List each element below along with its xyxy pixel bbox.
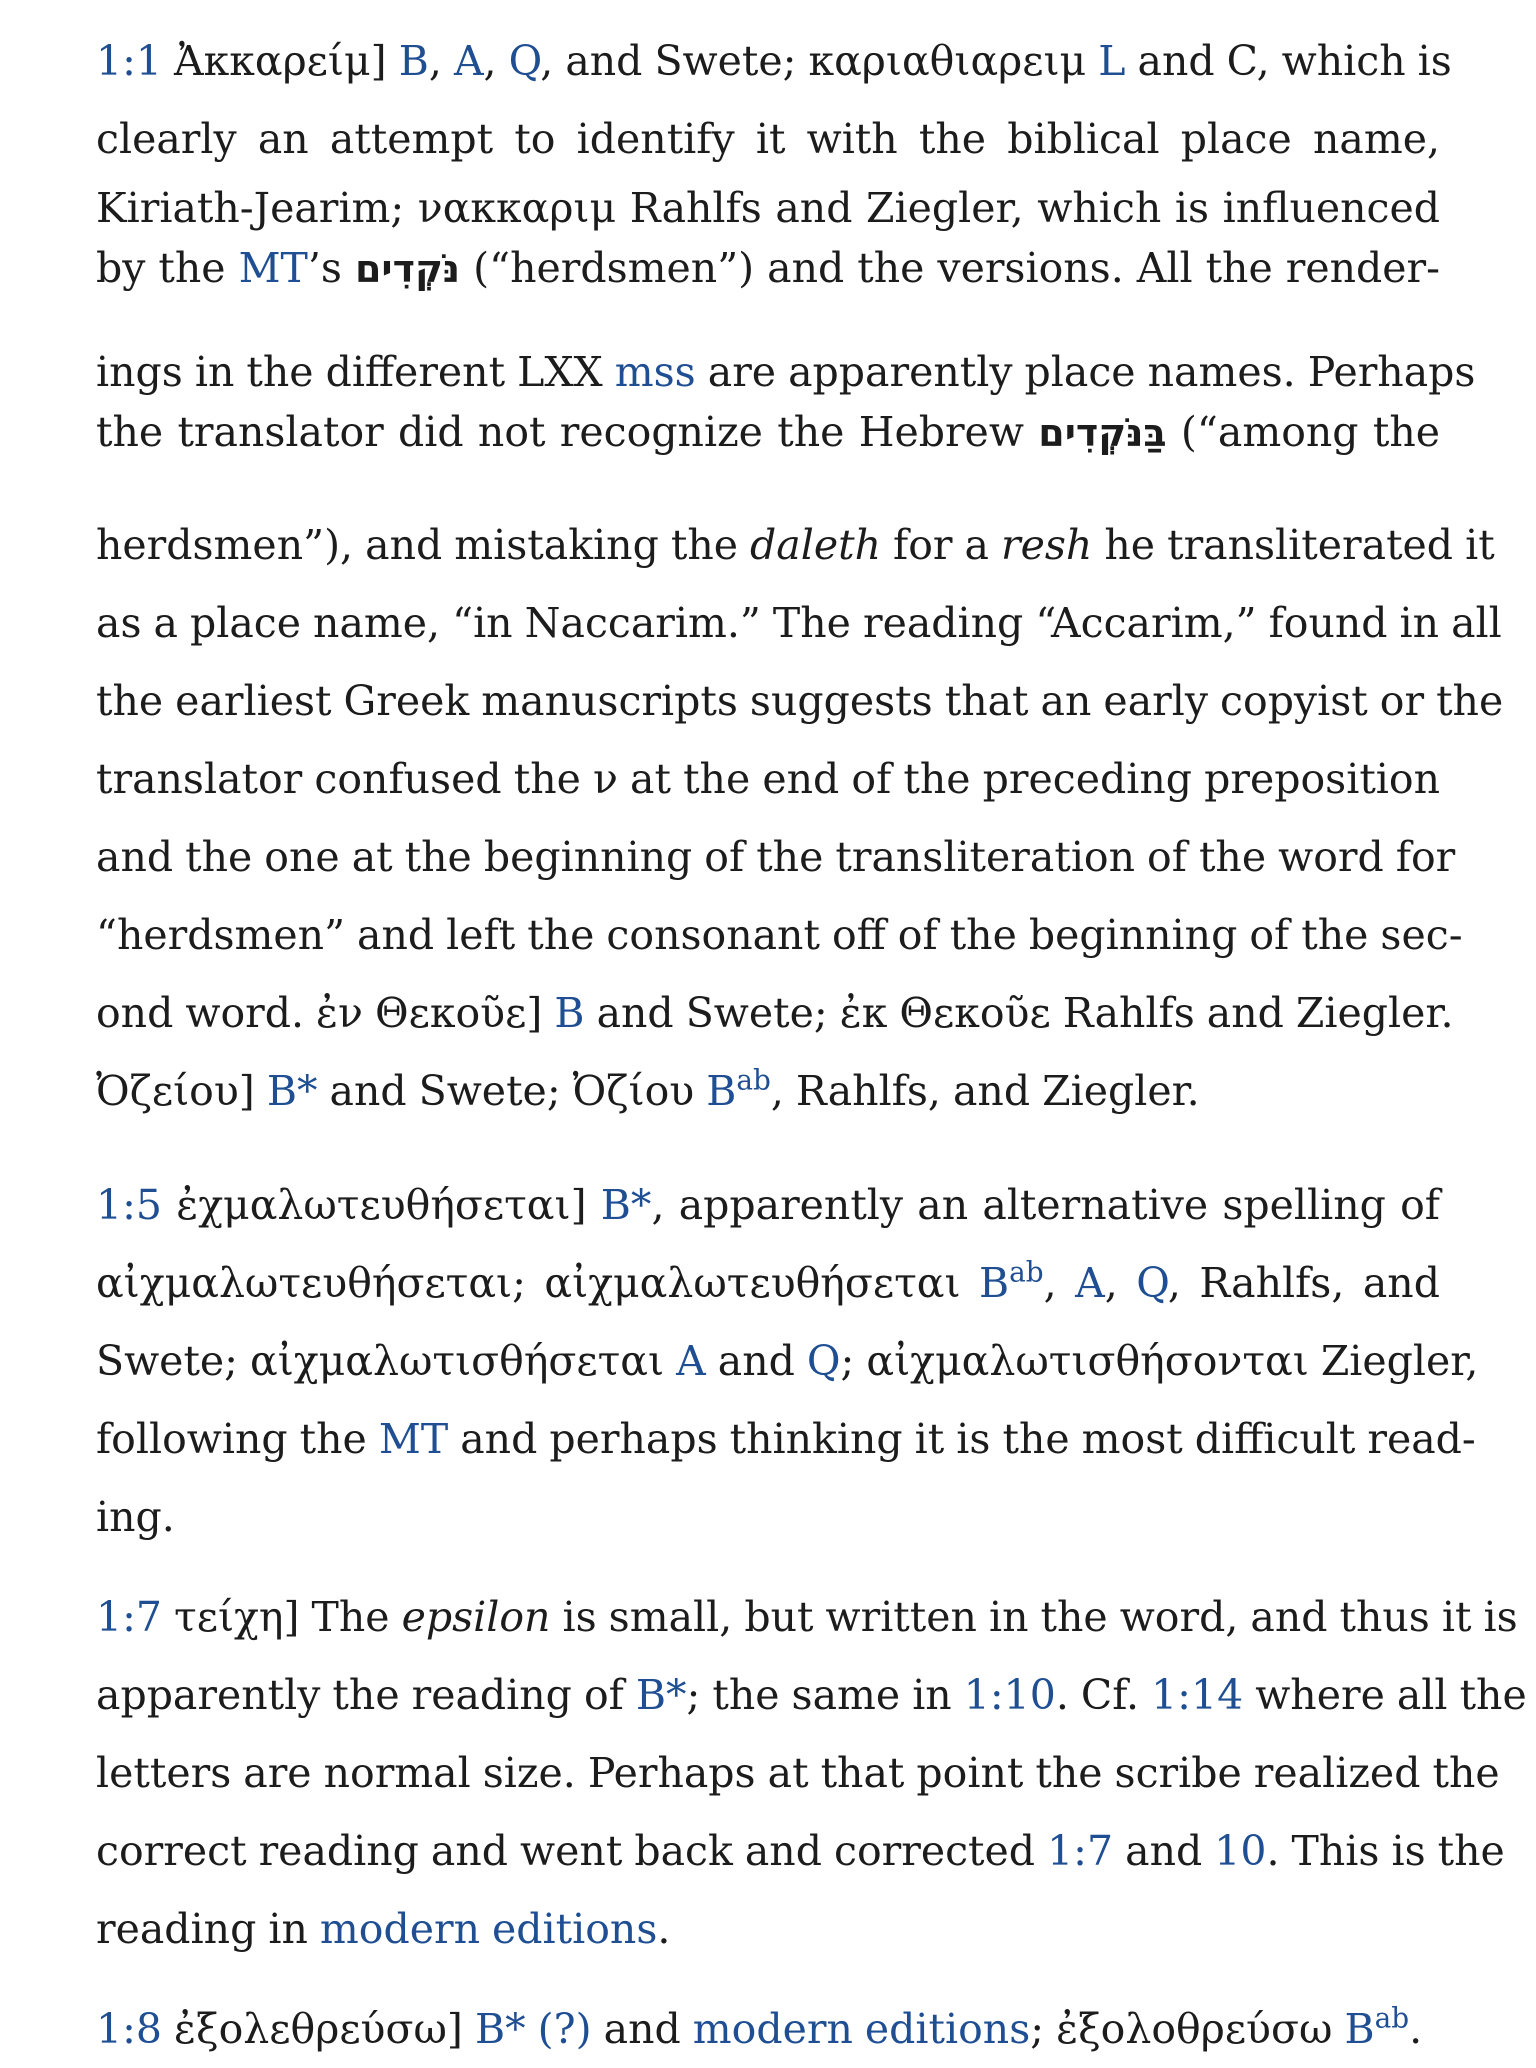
text-line: by the MT’s נֹּקְדִים (“herdsmen”) and the versions. All the render- <box>96 244 1440 292</box>
mss-link[interactable]: mss <box>614 348 696 396</box>
verse-link-1-10[interactable]: 1:10 <box>963 1671 1056 1719</box>
text-line: Ὀζείου] B* and Swete; Ὀζίου $B^{ab}$, Rahlfs, and Ziegler. <box>96 1063 1200 1115</box>
text-line: and the one at the beginning of the transliteration of the word for <box>96 833 1456 881</box>
text-line: the earliest Greek manuscripts suggests that an early copyist or the <box>96 677 1504 725</box>
lemma: ἐχμαλωτευθήσεται <box>176 1181 571 1229</box>
text-line: 1:5 ἐχμαλωτευθήσεται] B*, apparently an alternative spelling of <box>96 1181 1440 1229</box>
siglum-link-a[interactable]: A <box>453 37 484 85</box>
verse-ref-link[interactable]: 1:7 <box>96 1593 162 1641</box>
modern-editions-link[interactable]: modern editions <box>692 2005 1031 2053</box>
verse-ref-link[interactable]: 1:1 <box>96 37 162 85</box>
siglum-link-b-ab[interactable]: $B^{ab}$ <box>1344 2001 1410 2053</box>
text-line: translator confused the ν at the end of the preceding preposition <box>96 755 1440 803</box>
hebrew-word: בַּנֹּקְדִים <box>1038 411 1167 455</box>
text-line: 1:1 Ἀκκαρείμ] B, A, Q, and Swete; καριαθιαρειμ L and C, which is <box>96 37 1452 85</box>
hebrew-word: נֹּקְדִים <box>354 247 461 291</box>
lemma: τείχη <box>174 1593 284 1641</box>
siglum-link-q[interactable]: Q <box>1136 1259 1168 1307</box>
note-1-1 <box>96 22 1504 1130</box>
verse-ref-link[interactable]: 1:8 <box>96 2005 162 2053</box>
text-line: ings in the different LXX mss are apparently place names. Perhaps <box>96 348 1476 396</box>
verse-link-1-14[interactable]: 1:14 <box>1151 1671 1244 1719</box>
text-line: Swete; αἰχμαλωτισθήσεται A and Q; αἰχμαλωτισθήσονται Ziegler, <box>96 1337 1479 1385</box>
text-line: “herdsmen” and left the consonant off of the beginning of the sec- <box>96 911 1463 959</box>
modern-editions-link[interactable]: modern editions <box>319 1905 658 1953</box>
verse-link-1-7[interactable]: 1:7 <box>1047 1827 1114 1875</box>
siglum-link-a[interactable]: A <box>676 1337 706 1385</box>
siglum-link-a[interactable]: A <box>1075 1259 1105 1307</box>
mt-link[interactable]: MT <box>238 244 308 292</box>
note-1-8 <box>96 1990 1440 2068</box>
siglum-link-b[interactable]: B <box>398 37 429 85</box>
siglum-link-b-ab[interactable]: $B^{ab}$ <box>706 1063 771 1115</box>
text-line: clearly an attempt to identify it with the biblical place name, <box>96 115 1440 163</box>
text-line: ond word. ἐν Θεκοῦε] B and Swete; ἐκ Θεκοῦε Rahlfs and Ziegler. <box>96 989 1454 1037</box>
lemma: ἐξολεθρεύσω <box>174 2005 447 2053</box>
siglum-link-q[interactable]: Q <box>806 1337 841 1385</box>
text-line: the translator did not recognize the Hebrew בַּנֹּקְדִים (“among the <box>96 408 1440 456</box>
text-line: 1:8 ἐξολεθρεύσω] B* (?) and modern editions; ἐξολοθρεύσω $B^{ab}$. <box>96 2001 1423 2053</box>
text-line: herdsmen”), and mistaking the daleth for a resh he transliterated it <box>96 521 1495 569</box>
siglum-link-q[interactable]: Q <box>508 37 541 85</box>
siglum-link-b[interactable]: B <box>554 989 585 1037</box>
siglum-link-b-star[interactable]: B* <box>635 1671 687 1719</box>
siglum-link-b-star[interactable]: B* <box>266 1067 318 1115</box>
note-1-7 <box>96 1578 1527 1968</box>
mt-link[interactable]: MT <box>378 1415 449 1463</box>
siglum-link-b-ab[interactable]: $B^{ab}$ <box>979 1255 1044 1307</box>
text-line: letters are normal size. Perhaps at that point the scribe realized the <box>96 1749 1500 1797</box>
text-line: αἰχμαλωτευθήσεται; αἰχμαλωτευθήσεται $B^{ab}$, A, Q, Rahlfs, and <box>96 1255 1440 1307</box>
note-1-5 <box>96 1166 1479 1556</box>
siglum-link-l[interactable]: L <box>1098 37 1126 85</box>
siglum-link-b-star[interactable]: B* (?) <box>474 2005 592 2053</box>
verse-link-10[interactable]: 10 <box>1214 1827 1267 1875</box>
lemma: Ἀκκαρείμ <box>174 37 371 85</box>
text-line: following the MT and perhaps thinking it is the most difficult read- <box>96 1415 1476 1463</box>
verse-ref-link[interactable]: 1:5 <box>96 1181 162 1229</box>
text-line: apparently the reading of B*; the same in 1:10. Cf. 1:14 where all the <box>96 1671 1527 1719</box>
text-line: ing. <box>96 1493 175 1541</box>
text-line: reading in modern editions. <box>96 1905 671 1953</box>
text-line: as a place name, “in Naccarim.” The reading “Accarim,” found in all <box>96 599 1502 647</box>
text-line: Kiriath-Jearim; νακκαριμ Rahlfs and Ziegler, which is influenced <box>96 184 1440 232</box>
text-line: correct reading and went back and corrected 1:7 and 10. This is the <box>96 1827 1505 1875</box>
siglum-link-b-star[interactable]: B* <box>600 1181 652 1229</box>
text-line: 1:7 τείχη] The epsilon is small, but written in the word, and thus it is <box>96 1593 1518 1641</box>
